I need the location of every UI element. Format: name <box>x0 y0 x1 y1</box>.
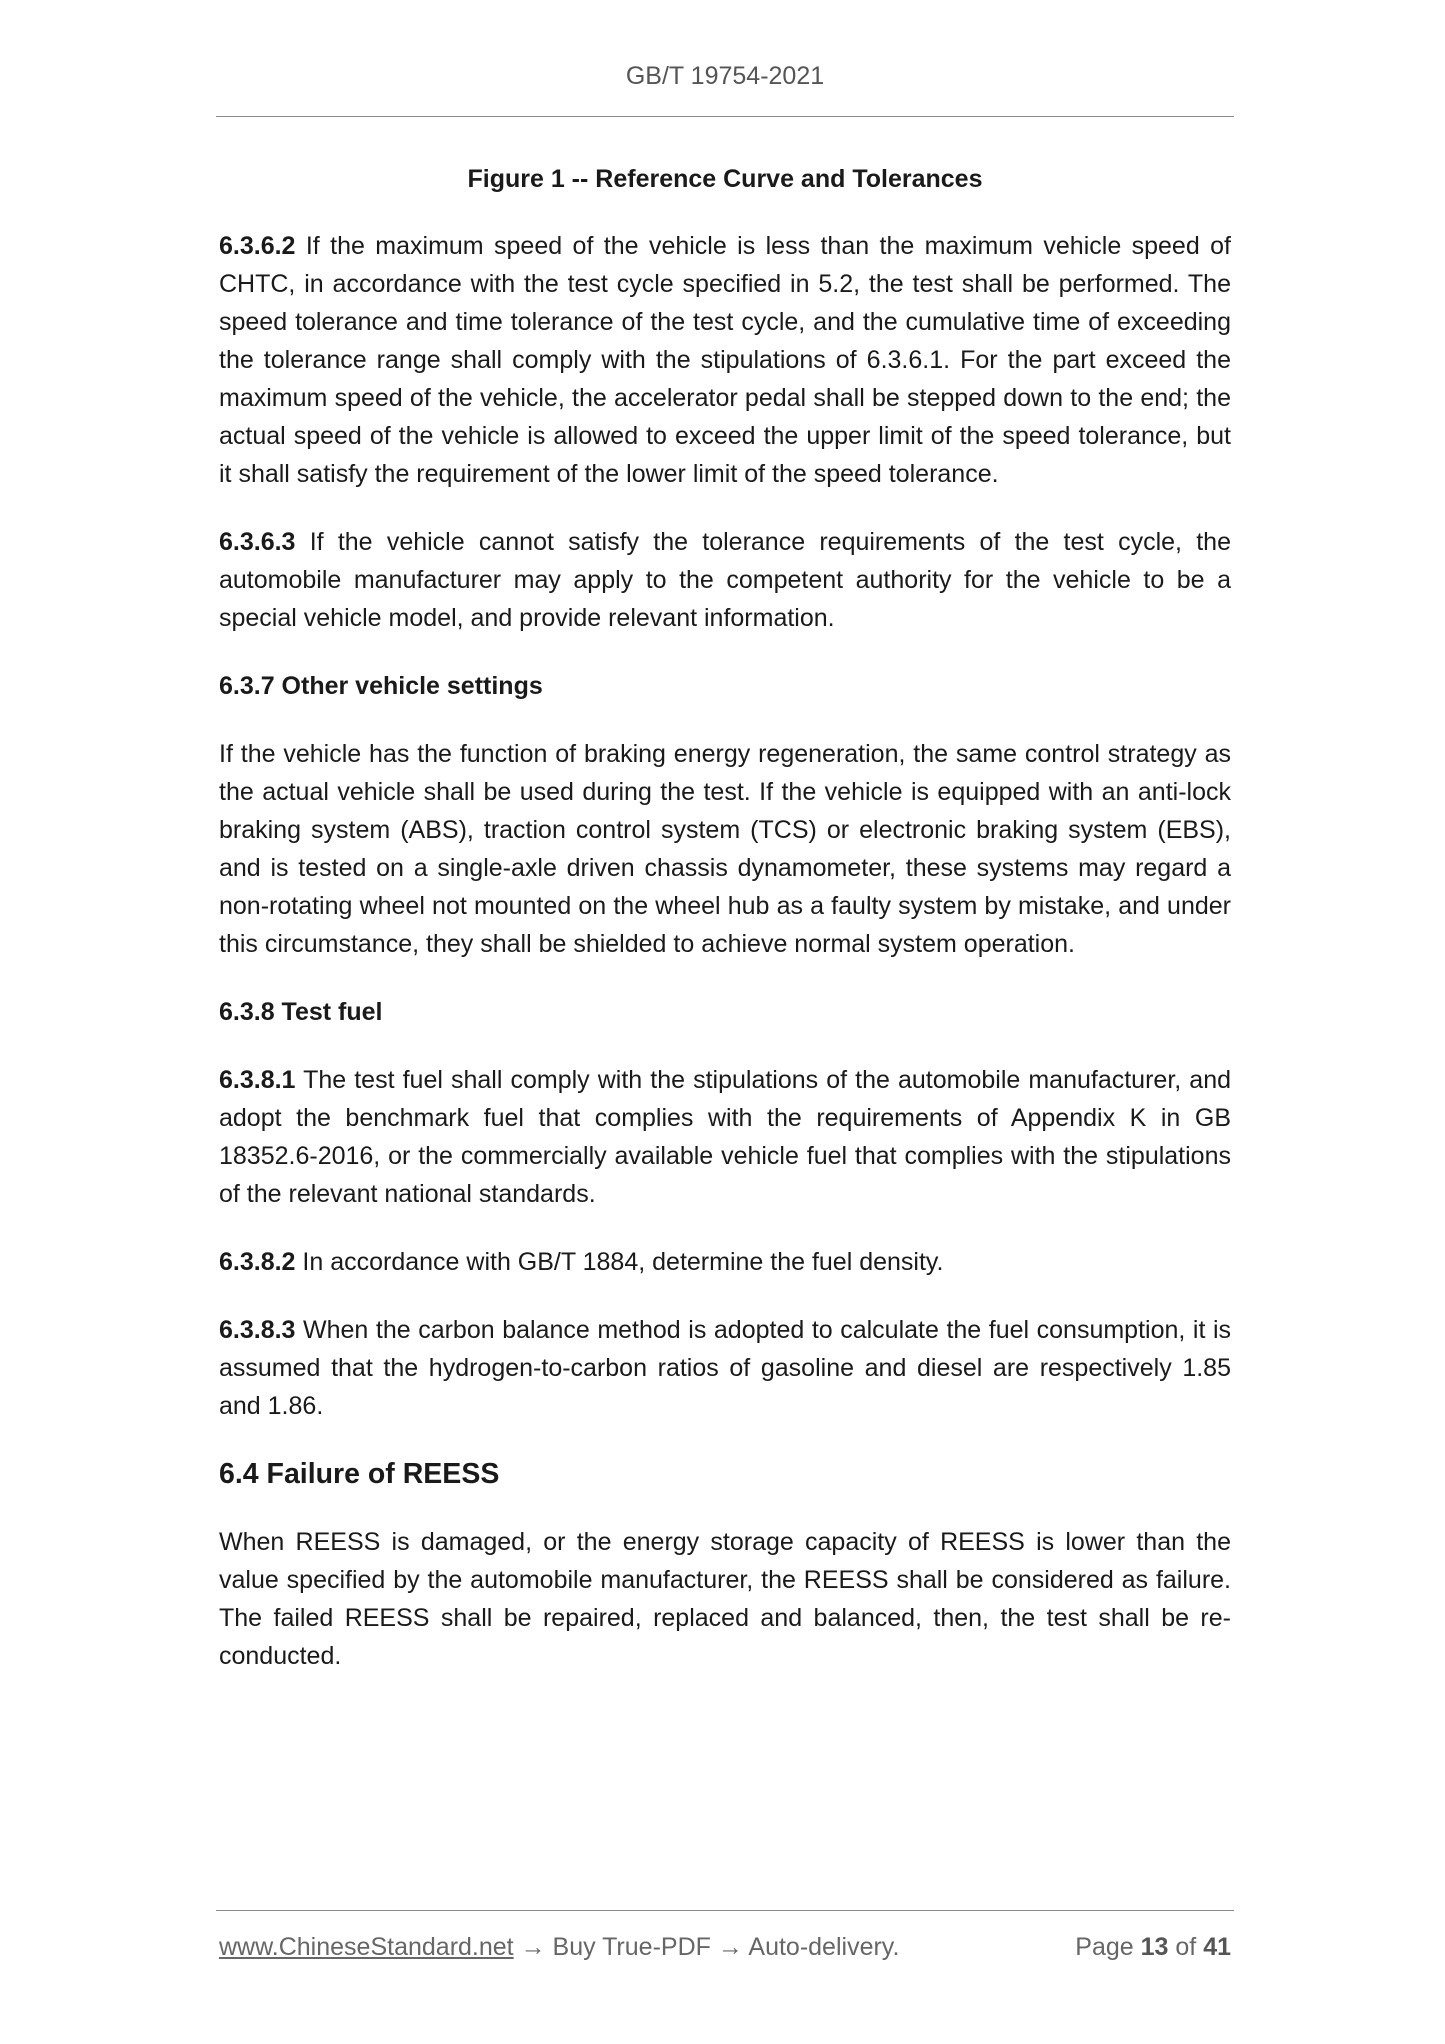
of-label: of <box>1168 1933 1204 1961</box>
clause-number: 6.3.8.3 <box>219 1316 296 1344</box>
heading-6-4: 6.4 Failure of REESS <box>219 1458 500 1490</box>
document-body <box>219 160 1231 1705</box>
total-pages: 41 <box>1203 1933 1231 1961</box>
header-divider <box>216 116 1234 117</box>
page-number: 13 <box>1140 1933 1169 1961</box>
heading-6-3-7: 6.3.7 Other vehicle settings <box>219 672 543 700</box>
page-indicator <box>1075 1929 1231 1965</box>
clause-6-3-6-2 <box>219 227 1231 493</box>
clause-number: 6.3.8.2 <box>219 1248 296 1276</box>
clause-6-3-8-3 <box>219 1311 1231 1425</box>
figure-caption: Figure 1 -- Reference Curve and Tolerances <box>467 165 983 193</box>
clause-6-3-6-3 <box>219 523 1231 637</box>
document-footer <box>219 1929 1231 1965</box>
page-label: Page <box>1075 1933 1141 1961</box>
website-link[interactable]: www.ChineseStandard.net <box>219 1933 514 1961</box>
clause-number: 6.3.6.3 <box>219 528 296 556</box>
clause-text: When the carbon balance method is adopted to calculate the fuel consumption, it is assumed that the hydrogen-to-carbon ratios of gasoline and diesel are respectively 1.85 and 1.86. <box>219 1316 1231 1420</box>
clause-text: If the maximum speed of the vehicle is less than the maximum vehicle speed of CHTC, in accordance with the test cycle specified in 5.2, the test shall be performed. The speed tolerance and time tolerance of the test cycle, and the cumulative time of exceeding the tolerance range shall comply with the stipulations of 6.3.6.1. For the part exceed the maximum speed of the vehicle, the accelerator pedal shall be stepped down to the end; the actual speed of the vehicle is allowed to exceed the upper limit of the speed tolerance, but it shall satisfy the requirement of the lower limit of the speed tolerance. <box>219 232 1231 488</box>
document-header-title: GB/T 19754-2021 <box>625 62 825 90</box>
footer-divider <box>216 1910 1234 1911</box>
clause-text: In accordance with GB/T 1884, determine the fuel density. <box>295 1248 944 1276</box>
heading-6-3-8: 6.3.8 Test fuel <box>219 998 383 1026</box>
clause-text: If the vehicle cannot satisfy the tolerance requirements of the test cycle, the automobile manufacturer may apply to the competent authority for the vehicle to be a special vehicle model, and provide relevant information. <box>219 528 1231 632</box>
footer-tagline: → Buy True-PDF → Auto-delivery. <box>513 1933 900 1961</box>
clause-text: The test fuel shall comply with the stipulations of the automobile manufacturer, and adopt the benchmark fuel that complies with the requirements of Appendix K in GB 18352.6-2016, or the commercially available vehicle fuel that complies with the stipulations of the relevant national standards. <box>219 1066 1231 1208</box>
clause-number: 6.3.8.1 <box>219 1066 296 1094</box>
paragraph-6-4: When REESS is damaged, or the energy storage capacity of REESS is lower than the value specified by the automobile manufacturer, the REESS shall be considered as failure. The failed REESS shall be repaired, replaced and balanced, then, the test shall be re-conducted. <box>219 1528 1231 1670</box>
clause-6-3-8-1 <box>219 1061 1231 1213</box>
clause-number: 6.3.6.2 <box>219 232 296 260</box>
clause-6-3-8-2 <box>219 1243 1231 1281</box>
paragraph-6-3-7: If the vehicle has the function of braking energy regeneration, the same control strategy as the actual vehicle shall be used during the test. If the vehicle is equipped with an anti-lock braking system (ABS), traction control system (TCS) or electronic braking system (EBS), and is tested on a single-axle driven chassis dynamometer, these systems may regard a non-rotating wheel not mounted on the wheel hub as a faulty system by mistake, and under this circumstance, they shall be shielded to achieve normal system operation. <box>219 740 1231 958</box>
